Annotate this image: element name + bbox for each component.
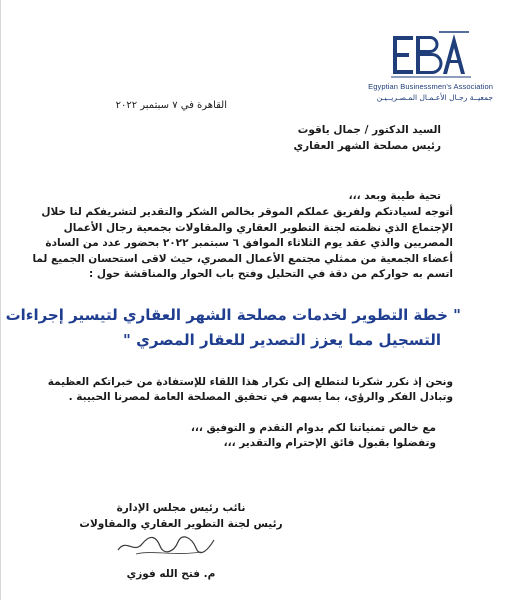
thanks-line: وتبادل الفكر والرؤى، بما يسهم في تحقيق المصلحة العامة لمصرنا الحبيبة . <box>68 391 453 403</box>
greeting: تحية طيبة وبعد ،،، <box>348 190 441 202</box>
signer-name: م. فتح الله فوزي <box>126 568 216 580</box>
logo-english-name: Egyptian Businessmen's Association <box>368 82 493 91</box>
topic-line-2: التسجيل مما يعزز التصدير للعقار المصري " <box>123 331 441 349</box>
topic-line-1: " خطة التطوير لخدمات مصلحة الشهر العقاري لتيسير إجراءات <box>5 306 461 324</box>
letter-date: القاهرة في ٧ سبتمبر ٢٠٢٢ <box>115 100 227 111</box>
addressee-title: رئيس مصلحة الشهر العقاري <box>293 140 441 152</box>
body-line: الإجتماع الذي نظمته لجنة التطوير العقاري والمقاولات بجمعية رجال الأعمال <box>63 221 453 234</box>
closing-line: وتفضلوا بقبول فائق الإحترام والتقدير ،،، <box>223 437 436 449</box>
addressee-block <box>141 122 441 154</box>
eba-logo <box>343 30 493 100</box>
signer-titles <box>71 500 291 532</box>
thanks-paragraph <box>47 375 453 405</box>
body-line: اتسم به حواركم من دقة في التحليل وفتح باب الحوار والمناقشة حول : <box>89 268 453 280</box>
body-line: أتوجه لسيادتكم ولفريق عملكم الموقر بخالص الشكر والتقدير لتشريفكم لنا خلال <box>41 206 453 218</box>
body-line: أعضاء الجمعية من ممثلي مجتمع الأعمال المصري، حيث لاقى استحسان الجميع لما <box>32 252 453 265</box>
closing-block <box>136 421 436 451</box>
topic-heading <box>5 303 461 353</box>
signer-title-1: نائب رئيس مجلس الإدارة <box>116 502 246 514</box>
thanks-line: ونحن إذ نكرر شكرنا لنتطلع إلى تكرار هذا اللقاء للإستفادة من خبراتكم العظيمة <box>47 376 453 388</box>
letter-body <box>32 205 453 283</box>
logo-arabic-name: جمعيــة رجـال الأعـمـال المـصـريــيـن <box>376 93 493 102</box>
body-line: المصريين والذي عقد يوم الثلاثاء الموافق ٦ سبتمبر ٢٠٢٢ بحضور عدد من السادة <box>45 237 453 249</box>
signer-title-2: رئيس لجنة التطوير العقاري والمقاولات <box>79 518 283 530</box>
addressee-name: السيد الدكتور / جمال ياقوت <box>297 124 441 136</box>
handwritten-signature-icon <box>116 530 216 560</box>
closing-line: مع خالص تمنياتنا لكم بدوام التقدم و التوفيق ،،، <box>190 422 436 434</box>
eba-logo-icon <box>391 30 471 80</box>
